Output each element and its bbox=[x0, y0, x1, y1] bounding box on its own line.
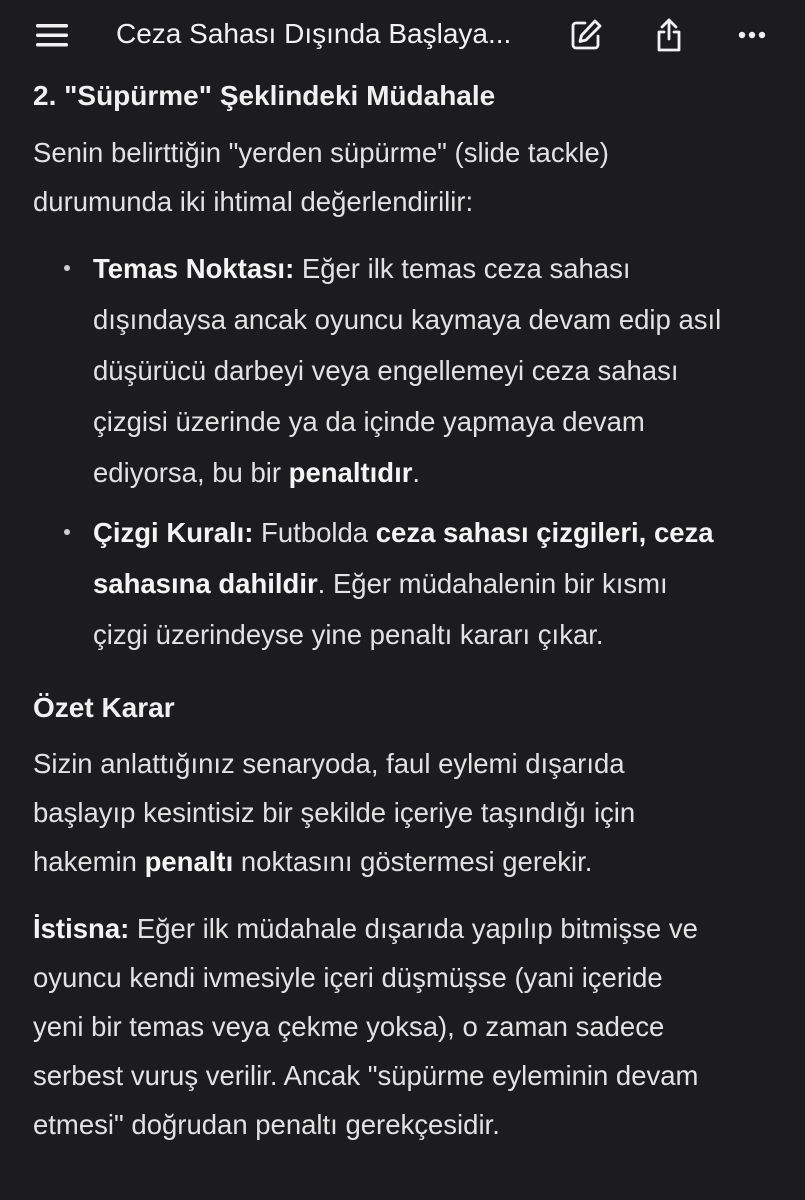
bullet-label: Çizgi Kuralı: bbox=[93, 517, 254, 548]
text-line: dışındaysa ancak oyuncu kaymaya devam edip asıl bbox=[93, 304, 722, 335]
bold-term: penaltıdır bbox=[288, 457, 413, 488]
text-segment: . bbox=[412, 457, 421, 488]
summary-paragraph bbox=[33, 739, 793, 886]
conversation-title[interactable]: Ceza Sahası Dışında Başlaya... bbox=[116, 18, 512, 49]
text-segment: noktasını göstermesi gerekir. bbox=[233, 846, 593, 877]
text-line: düşürücü darbeyi veya engellemeyi ceza sahası bbox=[93, 355, 679, 386]
text-segment: hakemin bbox=[33, 846, 145, 877]
bullet-text bbox=[93, 507, 714, 660]
text-line: Sizin anlattığınız senaryoda, faul eylemi dışarıda bbox=[33, 748, 625, 779]
text-line bbox=[93, 507, 714, 558]
text-line bbox=[33, 837, 793, 886]
summary-heading: Özet Karar bbox=[33, 692, 175, 723]
text-line: serbest vuruş verilir. Ancak "süpürme eyleminin devam bbox=[33, 1060, 699, 1091]
bold-term: penaltı bbox=[144, 846, 234, 877]
menu-icon bbox=[34, 21, 70, 49]
text-line: Senin belirttiğin "yerden süpürme" (slide tackle) bbox=[33, 137, 609, 168]
exception-label: İstisna: bbox=[33, 913, 130, 944]
text-segment: Futbolda bbox=[253, 517, 376, 548]
text-line: etmesi" doğrudan penaltı gerekçesidir. bbox=[33, 1109, 500, 1140]
section-heading: 2. "Süpürme" Şeklindeki Müdahale bbox=[33, 80, 496, 111]
bullet-dot bbox=[64, 529, 70, 535]
text-segment: . Eğer müdahalenin bir kısmı bbox=[317, 568, 668, 599]
text-line bbox=[33, 904, 793, 953]
bullet-text bbox=[93, 243, 721, 498]
text-line bbox=[93, 558, 714, 609]
intro-paragraph bbox=[33, 128, 793, 226]
text-segment: Eğer ilk temas ceza sahası bbox=[294, 253, 631, 284]
edit-icon bbox=[569, 18, 603, 52]
text-segment: Eğer ilk müdahale dışarıda yapılıp bitmişse ve bbox=[129, 913, 698, 944]
bold-term: ceza sahası çizgileri, ceza bbox=[375, 517, 714, 548]
share-button[interactable] bbox=[646, 12, 692, 58]
new-chat-button[interactable] bbox=[563, 12, 609, 58]
menu-button[interactable] bbox=[29, 12, 75, 58]
bullet-label: Temas Noktası: bbox=[93, 253, 295, 284]
text-line: durumunda iki ihtimal değerlendirilir: bbox=[33, 186, 474, 217]
text-line bbox=[93, 447, 721, 498]
more-icon bbox=[737, 30, 767, 40]
bullet-dot bbox=[64, 265, 70, 271]
text-line: çizgisi üzerinde ya da içinde yapmaya devam bbox=[93, 406, 645, 437]
share-icon bbox=[653, 17, 685, 53]
text-line: yeni bir temas veya çekme yoksa), o zaman sadece bbox=[33, 1011, 665, 1042]
text-segment: ediyorsa, bu bir bbox=[93, 457, 289, 488]
text-line: başlayıp kesintisiz bir şekilde içeriye taşındığı için bbox=[33, 797, 636, 828]
text-line: çizgi üzerindeyse yine penaltı kararı çıkar. bbox=[93, 619, 604, 650]
bold-term: sahasına dahildir bbox=[93, 568, 318, 599]
top-app-bar bbox=[0, 0, 805, 70]
text-line bbox=[93, 243, 721, 294]
exception-paragraph bbox=[33, 904, 793, 1149]
more-options-button[interactable] bbox=[729, 12, 775, 58]
text-line: oyuncu kendi ivmesiyle içeri düşmüşse (yani içeride bbox=[33, 962, 663, 993]
